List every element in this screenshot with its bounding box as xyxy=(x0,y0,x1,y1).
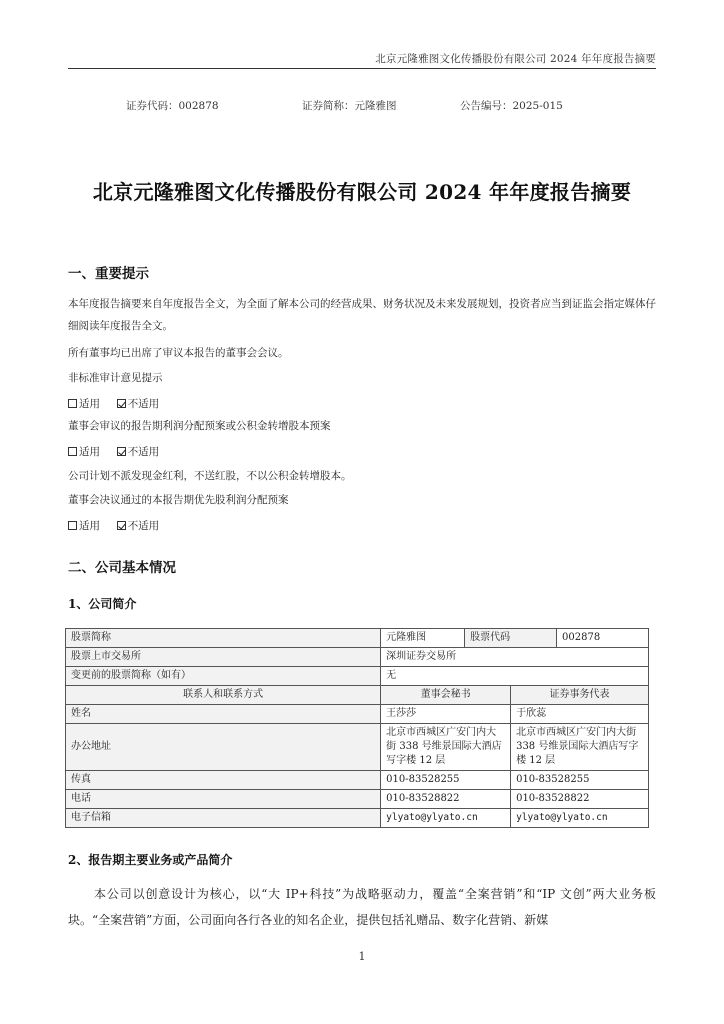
table-cell-label: 姓名 xyxy=(66,705,381,724)
checkbox-not-applicable xyxy=(117,399,126,408)
table-header-contact: 联系人和联系方式 xyxy=(66,686,381,705)
preferred-stock-options xyxy=(68,518,159,533)
subheading-main-business: 2、报告期主要业务或产品简介 xyxy=(68,853,233,867)
table-row xyxy=(66,724,649,771)
stock-code: 证券代码：002878 xyxy=(126,100,219,112)
table-cell-label: 股票简称 xyxy=(66,629,381,648)
section-heading-company-info: 二、公司基本情况 xyxy=(68,560,176,576)
table-row xyxy=(66,771,649,790)
section-heading-important: 一、重要提示 xyxy=(68,266,149,282)
profit-distribution-options xyxy=(68,444,159,459)
option-not-applicable-label: 不适用 xyxy=(127,398,160,410)
table-row xyxy=(66,790,649,809)
table-row xyxy=(66,705,649,724)
table-cell-value: 010-83528822 xyxy=(511,790,649,809)
intro-paragraph: 本年度报告摘要来自年度报告全文，为全面了解本公司的经营成果、财务状况及未来发展规划，投资者应当到证监会指定媒体仔细阅读年度报告全文。 xyxy=(68,298,656,332)
table-cell-label: 办公地址 xyxy=(66,724,381,771)
option-applicable-label: 适用 xyxy=(79,398,100,410)
table-header-row xyxy=(66,686,649,705)
dividend-plan-text: 公司计划不派发现金红利，不送红股，不以公积金转增股本。 xyxy=(68,470,352,482)
option-applicable-label: 适用 xyxy=(79,520,100,532)
table-cell-email: ylyato@ylyato.cn xyxy=(511,809,649,828)
table-cell-value: 010-83528255 xyxy=(511,771,649,790)
table-cell-label: 电话 xyxy=(66,790,381,809)
option-not-applicable-label: 不适用 xyxy=(127,446,160,458)
audit-opinion-options xyxy=(68,396,159,411)
document-title: 北京元隆雅图文化传播股份有限公司 2024 年年度报告摘要 xyxy=(92,180,632,204)
directors-attendance: 所有董事均已出席了审议本报告的董事会会议。 xyxy=(68,347,289,359)
table-cell-value: 于欣蕊 xyxy=(511,705,649,724)
table-cell-value: 010-83528255 xyxy=(381,771,511,790)
header-rule xyxy=(68,68,656,69)
profit-distribution-title: 董事会审议的报告期利润分配预案或公积金转增股本预案 xyxy=(68,420,331,432)
checkbox-applicable xyxy=(68,521,77,530)
table-cell-value: 无 xyxy=(381,667,649,686)
audit-opinion-title: 非标准审计意见提示 xyxy=(68,372,163,384)
table-header-representative: 证券事务代表 xyxy=(511,686,649,705)
company-profile-table xyxy=(65,628,649,828)
table-row xyxy=(66,648,649,667)
table-cell-label: 变更前的股票简称（如有） xyxy=(66,667,381,686)
preferred-stock-title: 董事会决议通过的本报告期优先股利润分配预案 xyxy=(68,494,289,506)
checkbox-not-applicable xyxy=(117,447,126,456)
subheading-company-profile: 1、公司简介 xyxy=(68,597,137,611)
table-row xyxy=(66,629,649,648)
table-cell-value: 010-83528822 xyxy=(381,790,511,809)
option-applicable-label: 适用 xyxy=(79,446,100,458)
checkbox-not-applicable xyxy=(117,521,126,530)
option-not-applicable-label: 不适用 xyxy=(127,520,160,532)
table-cell-value: 元隆雅图 xyxy=(381,629,465,648)
table-cell-value: 002878 xyxy=(557,629,649,648)
table-cell-value: 王莎莎 xyxy=(381,705,511,724)
checkbox-applicable xyxy=(68,447,77,456)
stock-short-name: 证券简称：元隆雅图 xyxy=(302,100,397,112)
business-description: 本公司以创意设计为核心，以“大 IP+科技”为战略驱动力，覆盖“全案营销”和“IP 文创”两大业务板块。“全案营销”方面，公司面向各行各业的知名企业，提供包括礼赠品、数字化营销、新媒 xyxy=(68,887,656,927)
table-cell-value: 深圳证券交易所 xyxy=(381,648,649,667)
table-header-secretary: 董事会秘书 xyxy=(381,686,511,705)
table-cell-value: 北京市西城区广安门内大街 338 号维景国际大酒店写字楼 12 层 xyxy=(511,724,649,771)
table-cell-label: 股票代码 xyxy=(465,629,557,648)
table-cell-label: 电子信箱 xyxy=(66,809,381,828)
table-cell-value: 北京市西城区广安门内大街 338 号维景国际大酒店写字楼 12 层 xyxy=(381,724,511,771)
table-row xyxy=(66,809,649,828)
running-header: 北京元隆雅图文化传播股份有限公司 2024 年年度报告摘要 xyxy=(375,53,656,65)
table-cell-label: 传真 xyxy=(66,771,381,790)
table-cell-email: ylyato@ylyato.cn xyxy=(381,809,511,828)
table-row xyxy=(66,667,649,686)
announcement-number: 公告编号：2025-015 xyxy=(460,100,563,112)
checkbox-applicable xyxy=(68,399,77,408)
table-cell-label: 股票上市交易所 xyxy=(66,648,381,667)
page-number: 1 xyxy=(358,950,366,963)
